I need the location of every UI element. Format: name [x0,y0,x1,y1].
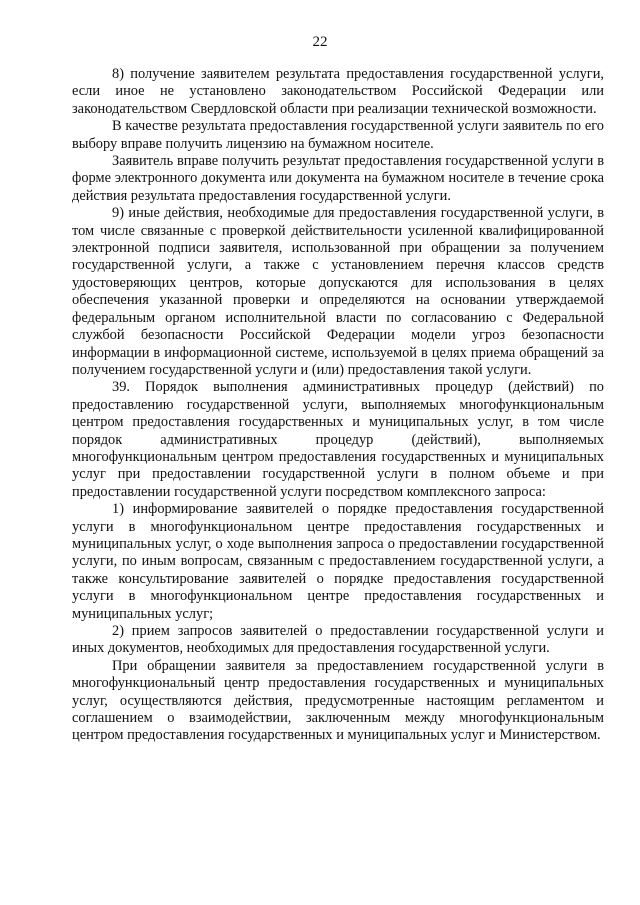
paragraph-item-2-requests: 2) прием запросов заявителей о предоставлении государственной услуги и иных документов, необходимых для предоставления государственной услуги. [72,623,604,657]
paragraph-license-paper: В качестве результата предоставления государственной услуги заявитель по его выбору вправе получить лицензию на бумажном носителе. [72,118,604,152]
paragraph-item-9-other-actions: 9) иные действия, необходимые для предоставления государственной услуги, в том числе связанные с проверкой действительности усиленной квалифицированной электронной подписи заявителя, использованной при обращении за получением государственной услуги, а также с установлением перечня классов средств удостоверяющих центров, которые допускаются для использования в целях обеспечения указанной проверки и определяются на основании утверждаемой федеральным органом исполнительной власти по согласованию с Федеральной службой безопасности Российской Федерации модели угроз безопасности информации в информационной системе, используемой в целях приема обращений за получением государственной услуги и (или) предоставления такой услуги. [72,205,604,378]
paragraph-result-format: Заявитель вправе получить результат предоставления государственной услуги в форме электронного документа или документа на бумажном носителе в течение срока действия результата предоставления государственной услуги. [72,153,604,204]
page-number: 22 [312,34,328,50]
paragraph-item-8-result: 8) получение заявителем результата предоставления государственной услуги, если иное не установлено законодательством Российской Федерации или законодательством Свердловской области при реализации технической возможности. [72,66,604,117]
paragraph-item-1-informing: 1) информирование заявителей о порядке предоставления государственной услуги в многофункциональном центре предоставления государственных и муниципальных услуг, о ходе выполнения запроса о предоставлении государственной услуги, по иным вопросам, связанным с предоставлением государственной услуги, а также консультирование заявителей о порядке предоставления государственной услуги в многофункциональном центре предоставления государственных и муниципальных услуг; [72,501,604,622]
document-body [72,66,604,745]
paragraph-mfc-appeal: При обращении заявителя за предоставлением государственной услуги в многофункциональный центр предоставления государственных и муниципальных услуг, осуществляются действия, предусмотренные настоящим регламентом и соглашением о взаимодействии, заключенным между многофункциональным центром предоставления государственных и муниципальных услуг и Министерством. [72,657,604,744]
paragraph-section-39: 39. Порядок выполнения административных процедур (действий) по предоставлению государственной услуги, выполняемых многофункциональным центром предоставления государственных и муниципальных услуг, в том числе порядок административных процедур (действий), выполняемых многофункциональным центром предоставления государственных и муниципальных услуг при предоставлении государственной услуги в полном объеме и при предоставлении государственной услуги посредством комплексного запроса: [72,379,604,500]
